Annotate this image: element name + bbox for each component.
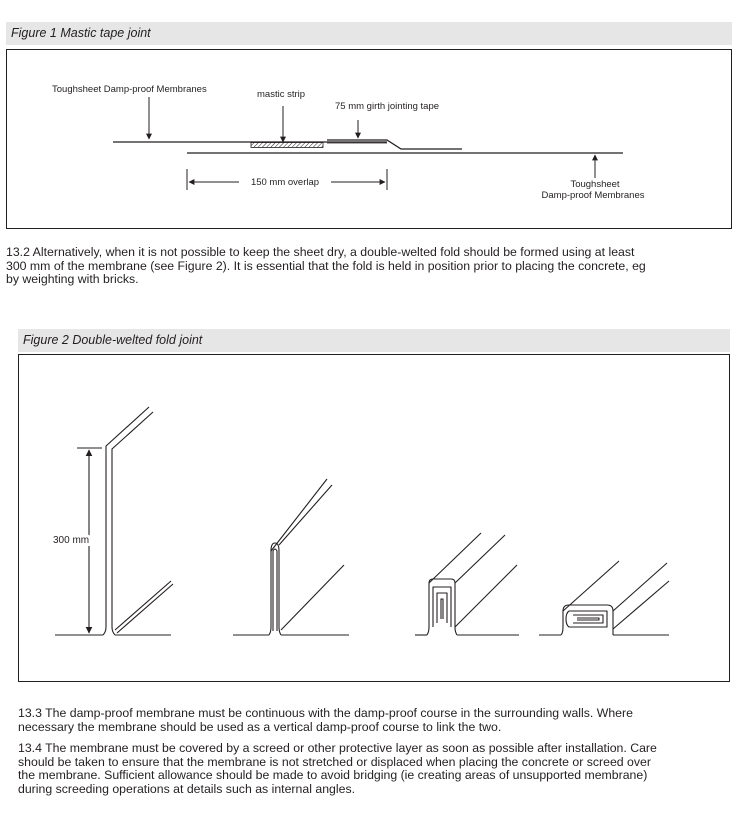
figure2-box [18, 354, 730, 682]
figure2-title: Figure 2 Double-welted fold joint [23, 333, 203, 347]
label-overlap: 150 mm overlap [250, 177, 320, 188]
label-jointing-tape: 75 mm girth jointing tape [335, 101, 440, 112]
fold-stage-3 [415, 533, 519, 635]
figure1-diagram [7, 50, 731, 228]
paragraph-line: should be taken to ensure that the membrane is not stretched or displaced when placing the concrete or screed over [18, 754, 651, 769]
paragraph-line: 13.3 The damp-proof membrane must be continuous with the damp-proof course in the surrounding walls. Where [18, 706, 633, 720]
paragraph-line: 13.2 Alternatively, when it is not possible to keep the sheet dry, a double-welted fold should be formed using at least [6, 245, 635, 259]
figure2-title-bar [18, 329, 730, 352]
label-membrane-left: Toughsheet Damp-proof Membranes [52, 84, 207, 95]
paragraph-line: the membrane. Sufficient allowance should be made to avoid bridging (ie creating areas of unsupported membrane) [18, 768, 648, 782]
paragraph-line: during screeding operations at details such as internal angles. [18, 781, 356, 796]
paragraph-line: 300 mm of the membrane (see Figure 2). It is essential that the fold is held in position prior to placing the concrete, eg [6, 258, 646, 273]
paragraph-line: necessary the membrane should be used as a vertical damp-proof course to link the two. [18, 719, 502, 734]
label-mastic-strip: mastic strip [257, 89, 306, 100]
label-membrane-right-2: Damp-proof Membranes [541, 190, 645, 201]
paragraph-13-3 [18, 707, 734, 734]
paragraph-13-2 [6, 246, 734, 287]
mastic-strip-shape [251, 143, 323, 148]
fold-stage-1 [55, 407, 173, 635]
paragraph-line: 13.4 The membrane must be covered by a screed or other protective layer as soon as possible after installation. Care [18, 741, 657, 755]
label-membrane-right-1: Toughsheet [570, 179, 620, 190]
label-300mm: 300 mm [53, 535, 90, 546]
paragraph-13-4 [18, 742, 734, 796]
paragraph-line: by weighting with bricks. [6, 272, 139, 286]
fold-stage-2 [233, 479, 349, 635]
fold-stage-4 [539, 561, 669, 635]
figure1-box [6, 49, 732, 229]
figure2-diagram [19, 355, 729, 681]
figure1-title: Figure 1 Mastic tape joint [11, 26, 151, 40]
figure1-title-bar [6, 22, 732, 45]
